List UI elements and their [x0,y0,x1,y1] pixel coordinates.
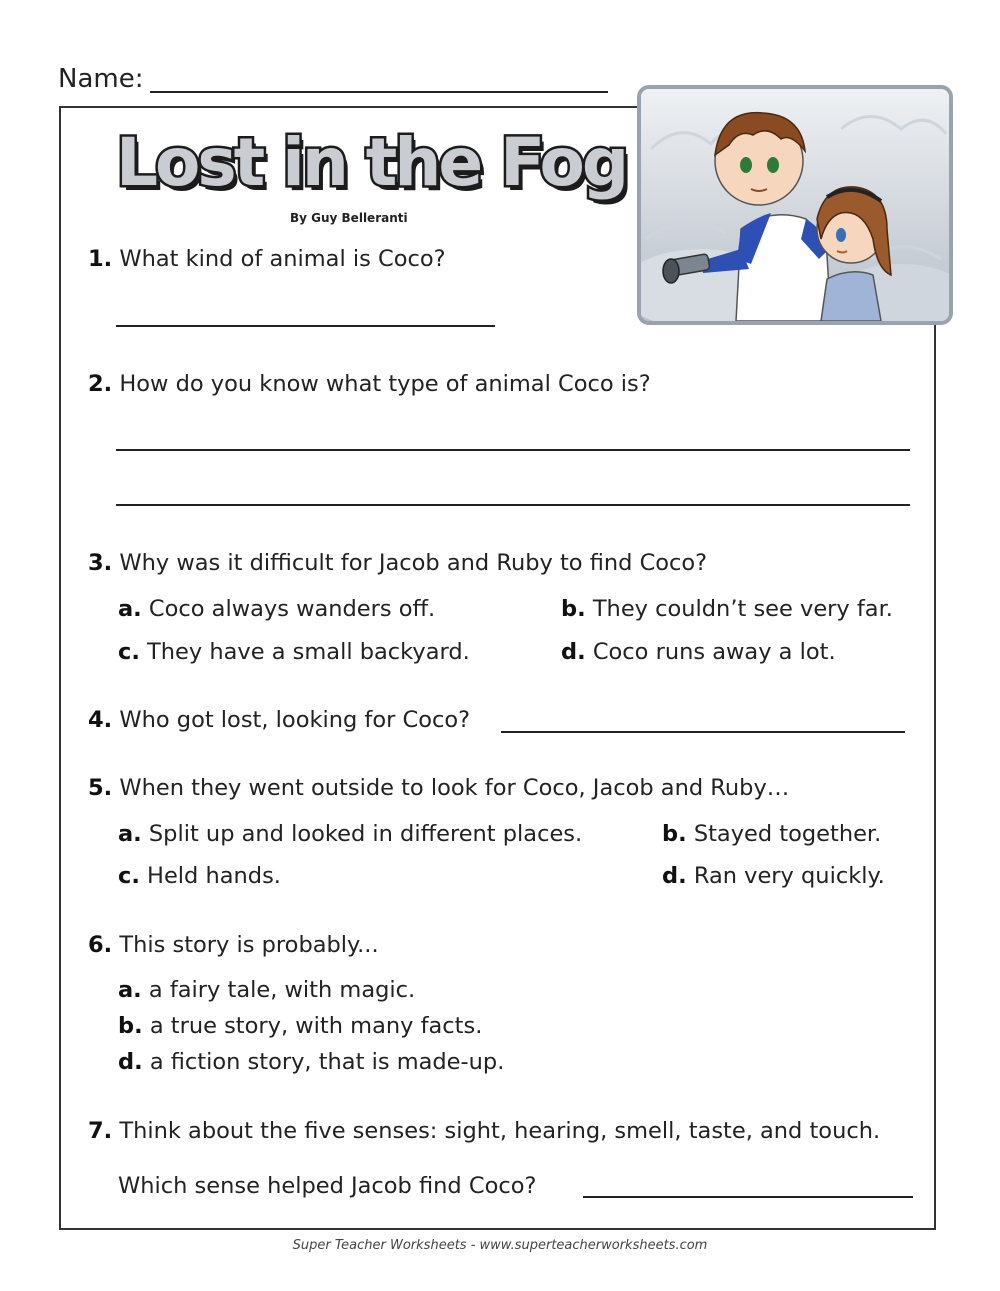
question-3-text: Why was it difficult for Jacob and Ruby to find Coco? [119,550,708,576]
option-text: Coco runs away a lot. [592,639,836,665]
q5-option-a[interactable] [118,821,582,847]
option-letter: c. [118,639,140,665]
footer-credit: Super Teacher Worksheets - www.superteacherworksheets.com [292,1238,708,1253]
option-letter: d. [662,863,687,889]
option-text: Coco always wanders off. [148,596,436,622]
q6-option-d[interactable] [118,1049,504,1075]
question-6 [88,932,379,958]
question-1-number: 1. [88,246,113,272]
q5-option-c[interactable] [118,863,281,889]
option-letter: a. [118,821,142,847]
answer-line-2b[interactable] [116,504,910,506]
option-text: Ran very quickly. [693,863,885,889]
question-2-number: 2. [88,371,113,397]
option-text: Split up and looked in different places. [148,821,583,847]
answer-line-4[interactable] [501,731,905,733]
question-4 [88,707,470,733]
option-text: They have a small backyard. [147,639,470,665]
option-text: a true story, with many facts. [149,1013,483,1039]
question-2-text: How do you know what type of animal Coco is? [119,371,651,397]
option-letter: a. [118,596,142,622]
q5-option-d[interactable] [662,863,885,889]
question-7-followup: Which sense helped Jacob find Coco? [118,1173,537,1199]
option-letter: b. [118,1013,143,1039]
question-4-number: 4. [88,707,113,733]
question-7-number: 7. [88,1118,113,1144]
question-3-number: 3. [88,550,113,576]
question-1-text: What kind of animal is Coco? [119,246,446,272]
question-4-text: Who got lost, looking for Coco? [119,707,471,733]
worksheet-title: Lost in the Fog [116,124,627,201]
question-1 [88,246,446,272]
name-label: Name: [58,64,144,94]
question-7 [88,1118,880,1144]
question-5-text: When they went outside to look for Coco, Jacob and Ruby… [119,775,790,801]
q6-option-b[interactable] [118,1013,482,1039]
question-3 [88,550,707,576]
option-text: a fairy tale, with magic. [148,977,416,1003]
option-text: They couldn’t see very far. [592,596,893,622]
kids-flashlight-illustration [641,89,949,321]
question-7-text: Think about the five senses: sight, hearing, smell, taste, and touch. [119,1118,881,1144]
option-letter: a. [118,977,142,1003]
q3-option-c[interactable] [118,639,470,665]
option-text: Stayed together. [693,821,882,847]
option-letter: c. [118,863,140,889]
option-text: Held hands. [147,863,281,889]
option-letter: d. [118,1049,143,1075]
answer-line-7[interactable] [583,1196,913,1198]
option-letter: d. [561,639,586,665]
q5-option-b[interactable] [662,821,881,847]
question-5-number: 5. [88,775,113,801]
question-5 [88,775,789,801]
option-letter: b. [561,596,586,622]
question-6-number: 6. [88,932,113,958]
answer-line-2a[interactable] [116,449,910,451]
q6-option-a[interactable] [118,977,415,1003]
option-text: a fiction story, that is made-up. [149,1049,505,1075]
name-field[interactable] [150,91,608,93]
answer-line-1[interactable] [116,325,495,327]
byline: By Guy Belleranti [290,211,408,225]
q3-option-b[interactable] [561,596,893,622]
question-2 [88,371,651,397]
story-illustration [637,85,953,325]
q3-option-a[interactable] [118,596,435,622]
question-6-text: This story is probably... [119,932,379,958]
q3-option-d[interactable] [561,639,836,665]
option-letter: b. [662,821,687,847]
